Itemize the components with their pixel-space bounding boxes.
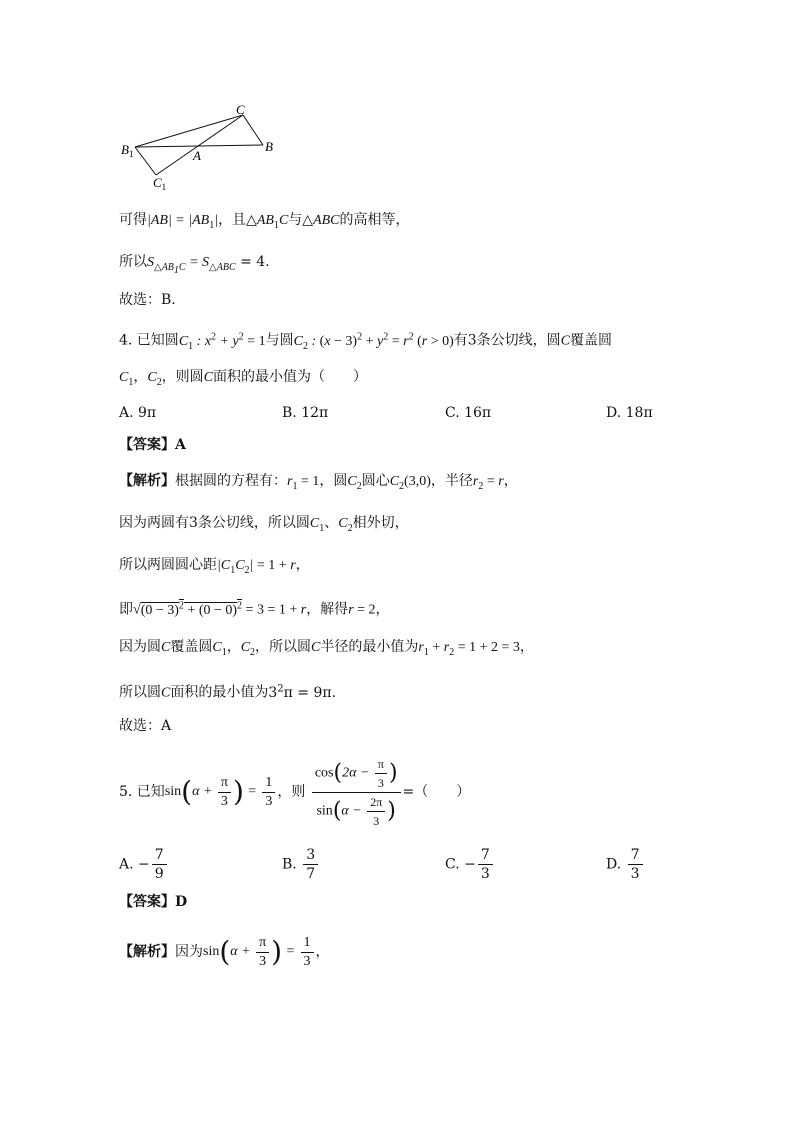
q4-analysis-line2: 因为两圆有3条公切线，所以圆$C_1$、$C_2$相外切， — [119, 515, 409, 534]
q4-stem-line2: $C_1$，$C_2$，则圆C面积的最小值为（ ） — [119, 369, 368, 388]
q5-stem: 5. 已知sin(α + $\frac{\pi}{3}$ ) = $\frac{1}{3}$ ，则 cos(2α − $\frac{\pi}{3}$ ) sin(α − $\frac{2\pi}{3}$ ) =（ ） — [119, 756, 471, 828]
q4-option-b: B. 12π — [282, 405, 329, 421]
q5-option-c: C. − $\frac{7}{3}$ — [445, 846, 495, 883]
p3-line2: 所以$S_{\triangle AB_1C} = S_{\triangle ABC} = 4$. — [119, 254, 270, 276]
q4-option-d: D. 18π — [606, 405, 653, 421]
label-C1: $C_1$ — [153, 175, 167, 192]
label-B: B — [265, 139, 273, 154]
p3-choose: 故选：B. — [119, 292, 176, 308]
q5-option-b: B. $\frac{3}{7}$ — [282, 846, 320, 883]
segment-B1-C1 — [135, 147, 156, 175]
triangle-figure — [115, 98, 285, 193]
q4-choose: 故选：A — [119, 718, 172, 734]
q4-stem-line1: 4. 已知圆$C_1$ : $x^2 + y^2 = 1$与圆$C_2$ : $(x - 3)^2 + y^2 = r^2$ (r > 0)有3条公切线，圆C覆盖圆 — [119, 331, 613, 352]
q4-option-a: A. 9π — [119, 405, 157, 421]
q4-analysis-line6: 所以圆C面积的最小值为$3^2\pi = 9\pi$. — [119, 683, 337, 701]
q5-option-a: A. − $\frac{7}{9}$ — [119, 846, 169, 883]
q4-analysis-line5: 因为圆C覆盖圆$C_1$，$C_2$，所以圆C半径的最小值为$r_1 + r_2 = 1 + 2 = 3$， — [119, 639, 534, 658]
q5-answer: 【答案】D — [119, 894, 188, 910]
q4-analysis-line4: 即$√(0 - 3)^2 + (0 - 0)^2 = 3 = 1 + r$，解得r = 2， — [119, 600, 390, 618]
q5-main-fraction: cos(2α − $\frac{\pi}{3}$ ) sin(α − $\frac{2\pi}{3}$ ) — [312, 755, 401, 830]
q4-option-c: C. 16π — [445, 405, 492, 421]
segment-B1-C — [135, 115, 243, 147]
label-B1: $B_1$ — [121, 142, 134, 159]
label-A: A — [193, 148, 201, 163]
q5-analysis-line1: 【解析】因为sin(α + $\frac{\pi}{3}$ ) = $\frac{1}{3}$ ， — [119, 934, 330, 969]
label-C: C — [236, 102, 245, 117]
q4-answer: 【答案】A — [119, 437, 186, 453]
q5-option-d: D. $\frac{7}{3}$ — [606, 846, 645, 883]
segment-C-C1 — [156, 115, 243, 175]
q4-analysis-line3: 所以两圆圆心距$|C_1C_2| = 1 + r$， — [119, 557, 310, 576]
q4-analysis-line1: 【解析】根据圆的方程有：$r_1 = 1$，圆$C_2$圆心$C_2(3,0)$，半径$r_2 = r$， — [119, 473, 518, 492]
p3-line1: 可得$|AB| = |AB_1|$，且$\triangle AB_1C$与△ABC的高相等， — [119, 212, 410, 231]
segment-C-B — [243, 115, 263, 145]
